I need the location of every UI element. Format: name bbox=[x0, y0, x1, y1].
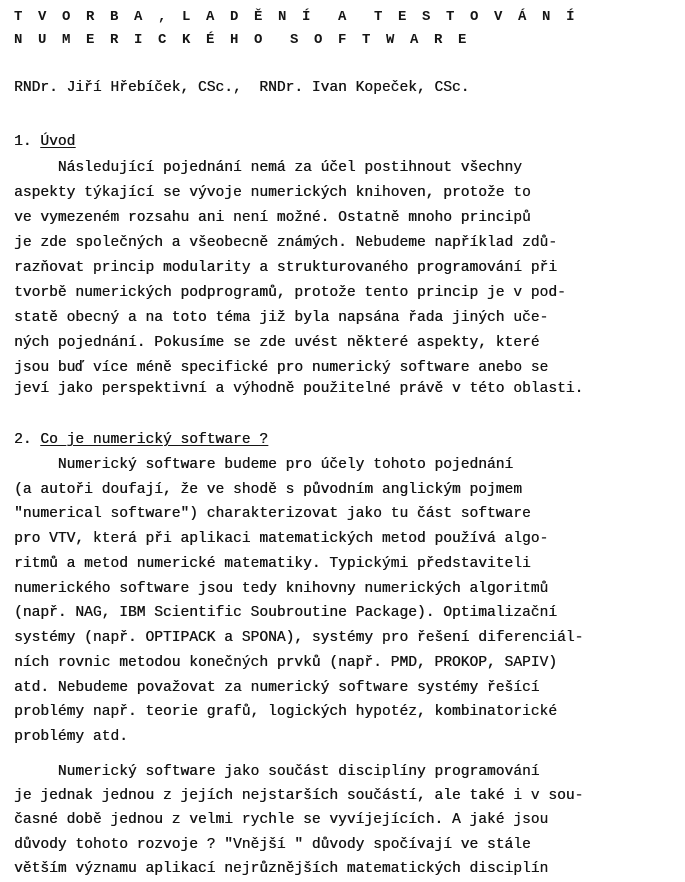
section-2-line: ních rovnic metodou konečných prvků (např. PMD, PROKOP, SAPIV) bbox=[14, 655, 557, 671]
section-1-line: ve vymezeném rozsahu ani není možné. Ostatně mnoho principů bbox=[14, 210, 531, 226]
section-2-line: (např. NAG, IBM Scientific Soubroutine Package). Optimalizační bbox=[14, 605, 557, 621]
section-2-title: Co je numerický software ? bbox=[40, 432, 268, 448]
section-2-line: pro VTV, která při aplikaci matematických metod používá algo- bbox=[14, 531, 549, 547]
section-2-heading bbox=[14, 431, 268, 449]
section-1-line: aspekty týkající se vývoje numerických knihoven, protože to bbox=[14, 185, 531, 201]
section-1-title: Úvod bbox=[40, 134, 76, 150]
section-2-line: ritmů a metod numerické matematiky. Typickými představiteli bbox=[14, 556, 531, 572]
section-1-line: statě obecný a na toto téma již byla napsána řada jiných uče- bbox=[14, 310, 549, 326]
section-2-line: Numerický software budeme pro účely tohoto pojednání bbox=[14, 457, 514, 473]
title-line-2: N U M E R I C K É H O S O F T W A R E bbox=[14, 32, 471, 48]
section-1-number: 1. bbox=[14, 134, 32, 150]
section-2-paragraph-2-line: důvody tohoto rozvoje ? "Vnější " důvody spočívají ve stále bbox=[14, 837, 531, 853]
section-1-line: Následující pojednání nemá za účel postihnout všechny bbox=[14, 160, 522, 176]
section-1-line: jeví jako perspektivní a výhodně použitelné právě v této oblasti. bbox=[14, 381, 584, 397]
section-1-line: tvorbě numerických podprogramů, protože tento princip je v pod- bbox=[14, 285, 566, 301]
section-2-line: atd. Nebudeme považovat za numerický software systémy řešící bbox=[14, 680, 540, 696]
section-2-line: systémy (např. OPTIPACK a SPONA), systémy pro řešení diferenciál- bbox=[14, 630, 584, 646]
section-1-line: razňovat princip modularity a strukturovaného programování při bbox=[14, 260, 557, 276]
section-2-line: problémy atd. bbox=[14, 729, 128, 745]
section-2-line: numerického software jsou tedy knihovny numerických algoritmů bbox=[14, 581, 549, 597]
section-2-paragraph-2-line: větším významu aplikací nejrůznějších matematických disciplín bbox=[14, 861, 549, 877]
title-line-1: T V O R B A , L A D Ě N Í A T E S T O V Á N Í bbox=[14, 9, 579, 25]
section-2-line: (a autoři doufají, že ve shodě s původním anglickým pojmem bbox=[14, 482, 522, 498]
section-2-number: 2. bbox=[14, 432, 32, 448]
section-2-line: problémy např. teorie grafů, logických hypotéz, kombinatorické bbox=[14, 704, 557, 720]
section-2-paragraph-2-line: Numerický software jako součást disciplíny programování bbox=[14, 764, 540, 780]
section-1-heading bbox=[14, 133, 75, 151]
section-2-paragraph-2-line: časné době jednou z velmi rychle se vyvíjejících. A jaké jsou bbox=[14, 812, 549, 828]
authors-line: RNDr. Jiří Hřebíček, CSc., RNDr. Ivan Kopeček, CSc. bbox=[14, 80, 470, 96]
section-2-line: "numerical software") charakterizovat jako tu část software bbox=[14, 506, 531, 522]
section-1-line: jsou buď více méně specifické pro numerický software anebo se bbox=[14, 360, 549, 376]
section-2-paragraph-2-line: je jednak jednou z jejích nejstarších součástí, ale také i v sou- bbox=[14, 788, 584, 804]
section-1-line: je zde společných a všeobecně známých. Nebudeme například zdů- bbox=[14, 235, 557, 251]
section-1-line: ných pojednání. Pokusíme se zde uvést některé aspekty, které bbox=[14, 335, 540, 351]
